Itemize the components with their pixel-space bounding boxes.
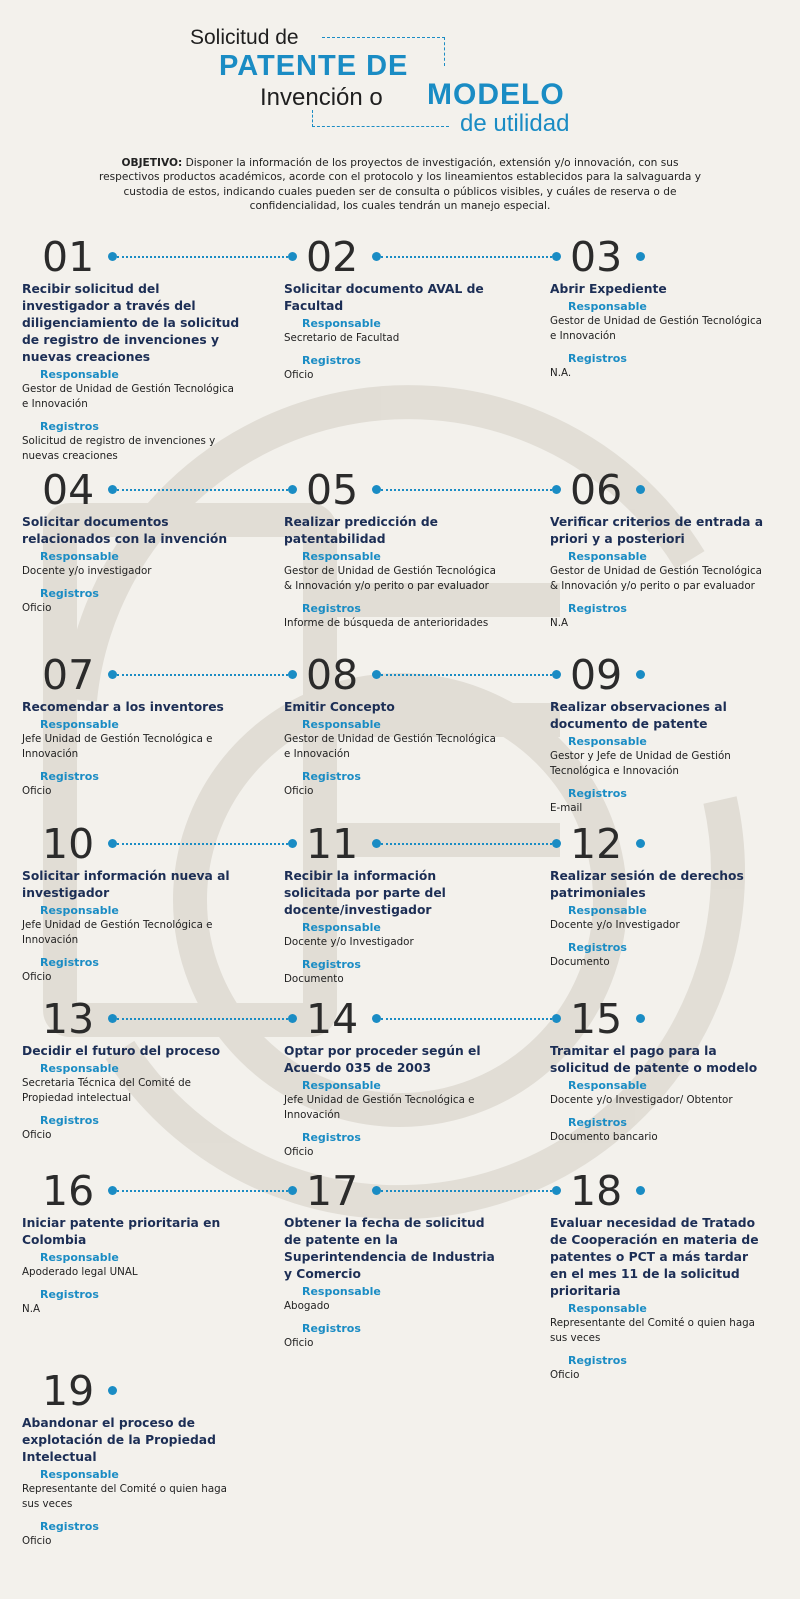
responsable-label: Responsable <box>302 921 381 934</box>
step-row <box>0 233 800 462</box>
spacer <box>550 594 765 600</box>
connector-dot <box>372 485 381 494</box>
registros-label: Registros <box>40 587 99 600</box>
connector-dot <box>636 839 645 848</box>
responsable-value: Gestor y Jefe de Unidad de Gestión Tecnológica e Innovación <box>550 750 731 777</box>
step-06 <box>550 514 765 631</box>
step-number: 13 <box>42 995 95 1043</box>
registros-label: Registros <box>40 1114 99 1127</box>
step-title: Recomendar a los inventores <box>22 700 224 714</box>
spacer <box>550 344 765 350</box>
step-04 <box>22 514 242 616</box>
step-number: 11 <box>306 820 359 868</box>
step-18 <box>550 1215 765 1383</box>
step-number: 04 <box>42 466 95 514</box>
connector-line <box>117 489 288 491</box>
step-row <box>0 651 800 841</box>
connector-dot <box>108 485 117 494</box>
step-title: Realizar observaciones al documento de patente <box>550 700 727 731</box>
registros-value: E-mail <box>550 802 583 814</box>
responsable-value: Gestor de Unidad de Gestión Tecnológica e Innovación <box>550 315 762 342</box>
responsable-value: Secretaria Técnica del Comité de Propiedad intelectual <box>22 1077 191 1104</box>
step-title: Verificar criterios de entrada a priori y a posteriori <box>550 515 764 546</box>
step-row <box>0 1367 800 1557</box>
connector-dot <box>552 1014 561 1023</box>
connector-dot <box>108 839 117 848</box>
connector-dot <box>372 252 381 261</box>
connector-line <box>381 256 552 258</box>
responsable-value: Docente y/o investigador <box>22 565 152 577</box>
responsable-label: Responsable <box>40 1468 119 1481</box>
step-title: Optar por proceder según el Acuerdo 035 de 2003 <box>284 1044 481 1075</box>
connector-dot <box>552 839 561 848</box>
connector-line <box>117 1190 288 1192</box>
spacer <box>284 346 504 352</box>
spacer <box>550 1346 765 1352</box>
step-03 <box>550 281 765 381</box>
responsable-label: Responsable <box>40 1251 119 1264</box>
connector-dot <box>288 670 297 679</box>
registros-value: Documento bancario <box>550 1131 658 1143</box>
connector-line <box>381 1018 552 1020</box>
registros-label: Registros <box>40 1288 99 1301</box>
connector-dot <box>552 485 561 494</box>
spacer <box>284 950 504 956</box>
connector-dot <box>552 1186 561 1195</box>
step-number: 12 <box>570 820 623 868</box>
spacer <box>550 933 765 939</box>
responsable-value: Representante del Comité o quien haga sus veces <box>22 1483 227 1510</box>
step-19 <box>22 1415 242 1549</box>
connector-line <box>117 843 288 845</box>
header <box>0 0 800 150</box>
registros-value: Solicitud de registro de invenciones y nuevas creaciones <box>22 435 216 462</box>
registros-value: Documento <box>284 973 344 985</box>
connector-line <box>117 674 288 676</box>
step-title: Abrir Expediente <box>550 282 667 296</box>
registros-value: Oficio <box>22 602 52 614</box>
title-line-solicitud: Solicitud de <box>190 26 299 49</box>
connector-dot <box>552 252 561 261</box>
step-title: Solicitar documentos relacionados con la invención <box>22 515 228 546</box>
registros-value: Oficio <box>22 1535 52 1547</box>
step-number: 02 <box>306 233 359 281</box>
connector-dot <box>108 1186 117 1195</box>
registros-label: Registros <box>40 420 99 433</box>
responsable-value: Gestor de Unidad de Gestión Tecnológica e Innovación <box>284 733 496 760</box>
connector-dot <box>108 252 117 261</box>
step-16 <box>22 1215 242 1317</box>
step-09 <box>550 699 765 816</box>
responsable-value: Jefe Unidad de Gestión Tecnológica e Innovación <box>284 1094 475 1121</box>
title-dashed-frame-bottom <box>312 110 449 127</box>
responsable-label: Responsable <box>40 368 119 381</box>
registros-value: Oficio <box>284 369 314 381</box>
connector-dot <box>552 670 561 679</box>
step-title: Iniciar patente prioritaria en Colombia <box>22 1216 221 1247</box>
step-row <box>0 466 800 656</box>
responsable-value: Gestor de Unidad de Gestión Tecnológica & Innovación y/o perito o par evaluador <box>284 565 496 592</box>
responsable-label: Responsable <box>40 904 119 917</box>
connector-dot <box>288 1186 297 1195</box>
step-title: Solicitar información nueva al investigador <box>22 869 230 900</box>
registros-value: Oficio <box>284 1337 314 1349</box>
step-number: 18 <box>570 1167 623 1215</box>
responsable-label: Responsable <box>302 718 381 731</box>
registros-value: N.A <box>550 617 569 629</box>
step-15 <box>550 1043 765 1145</box>
responsable-label: Responsable <box>568 550 647 563</box>
connector-line <box>381 843 552 845</box>
spacer <box>550 779 765 785</box>
title-dashed-frame-top <box>322 37 445 66</box>
step-title: Tramitar el pago para la solicitud de patente o modelo <box>550 1044 758 1075</box>
connector-dot <box>288 485 297 494</box>
registros-value: Oficio <box>22 1129 52 1141</box>
spacer <box>284 1123 504 1129</box>
connector-dot <box>288 1014 297 1023</box>
connector-dot <box>288 839 297 848</box>
title-line-invencion: Invención o <box>260 84 383 111</box>
step-title: Recibir la información solicitada por parte del docente/investigador <box>284 869 446 917</box>
responsable-value: Gestor de Unidad de Gestión Tecnológica e Innovación <box>22 383 234 410</box>
step-number: 07 <box>42 651 95 699</box>
step-title: Realizar predicción de patentabilidad <box>284 515 438 546</box>
registros-value: Oficio <box>284 785 314 797</box>
spacer <box>284 594 504 600</box>
responsable-label: Responsable <box>568 1302 647 1315</box>
responsable-value: Jefe Unidad de Gestión Tecnológica e Innovación <box>22 733 213 760</box>
registros-label: Registros <box>302 958 361 971</box>
step-12 <box>550 868 765 970</box>
registros-value: Oficio <box>22 971 52 983</box>
step-title: Obtener la fecha de solicitud de patente en la Superintendencia de Industria y Comercio <box>284 1216 495 1281</box>
registros-label: Registros <box>40 770 99 783</box>
responsable-value: Apoderado legal UNAL <box>22 1266 138 1278</box>
step-number: 14 <box>306 995 359 1043</box>
objective-text: Disponer la información de los proyectos de investigación, extensión y/o innovación, con sus respectivos productos académicos, acorde con el protocolo y los lineamientos establecidos para la salvaguarda y custodia de estos, indicando cuales pueden ser de consulta o públicos visibles, y cuáles de reserva o de confidencialidad, los cuales tendrán un manejo especial. <box>98 157 701 213</box>
spacer <box>22 579 242 585</box>
registros-label: Registros <box>302 770 361 783</box>
responsable-value: Docente y/o Investigador <box>550 919 680 931</box>
step-01 <box>22 281 242 464</box>
registros-label: Registros <box>568 1116 627 1129</box>
spacer <box>284 762 504 768</box>
connector-dot <box>636 670 645 679</box>
registros-label: Registros <box>302 1131 361 1144</box>
responsable-label: Responsable <box>40 718 119 731</box>
responsable-label: Responsable <box>302 317 381 330</box>
registros-value: Oficio <box>284 1146 314 1158</box>
responsable-value: Docente y/o Investigador <box>284 936 414 948</box>
registros-label: Registros <box>40 1520 99 1533</box>
connector-line <box>117 1018 288 1020</box>
registros-label: Registros <box>568 602 627 615</box>
step-title: Solicitar documento AVAL de Facultad <box>284 282 484 313</box>
connector-dot <box>108 670 117 679</box>
connector-dot <box>372 839 381 848</box>
step-number: 10 <box>42 820 95 868</box>
responsable-label: Responsable <box>40 550 119 563</box>
responsable-value: Docente y/o Investigador/ Obtentor <box>550 1094 733 1106</box>
objective-label: OBJETIVO: <box>121 157 183 169</box>
title-line-patente: PATENTE DE <box>219 50 409 82</box>
responsable-label: Responsable <box>302 550 381 563</box>
step-number: 06 <box>570 466 623 514</box>
registros-label: Registros <box>302 1322 361 1335</box>
step-14 <box>284 1043 504 1160</box>
responsable-label: Responsable <box>568 300 647 313</box>
connector-dot <box>108 1014 117 1023</box>
step-title: Realizar sesión de derechos patrimoniales <box>550 869 744 900</box>
step-row <box>0 1167 800 1381</box>
connector-dot <box>636 252 645 261</box>
registros-label: Registros <box>302 354 361 367</box>
responsable-label: Responsable <box>568 1079 647 1092</box>
spacer <box>284 1314 504 1320</box>
registros-value: Informe de búsqueda de anterioridades <box>284 617 489 629</box>
step-title: Recibir solicitud del investigador a través del diligenciamiento de la solicitud de registro de invenciones y nuevas creaciones <box>22 282 240 364</box>
responsable-label: Responsable <box>40 1062 119 1075</box>
step-number: 05 <box>306 466 359 514</box>
registros-value: Documento <box>550 956 610 968</box>
step-title: Evaluar necesidad de Tratado de Cooperación en materia de patentes o PCT a más tardar en el mes 11 de la solicitud prioritaria <box>550 1216 759 1298</box>
step-title: Decidir el futuro del proceso <box>22 1044 221 1058</box>
title-line-utilidad: de utilidad <box>460 110 570 137</box>
connector-line <box>381 1190 552 1192</box>
registros-label: Registros <box>302 602 361 615</box>
registros-label: Registros <box>40 956 99 969</box>
spacer <box>22 1280 242 1286</box>
connector-dot <box>372 1186 381 1195</box>
step-title: Emitir Concepto <box>284 700 395 714</box>
responsable-label: Responsable <box>568 735 647 748</box>
step-05 <box>284 514 504 631</box>
step-number: 19 <box>42 1367 95 1415</box>
registros-label: Registros <box>568 352 627 365</box>
connector-dot <box>372 670 381 679</box>
step-number: 17 <box>306 1167 359 1215</box>
step-number: 15 <box>570 995 623 1043</box>
title-line-modelo: MODELO <box>427 78 565 111</box>
spacer <box>22 412 242 418</box>
step-02 <box>284 281 504 383</box>
responsable-value: Abogado <box>284 1300 330 1312</box>
spacer <box>22 948 242 954</box>
step-13 <box>22 1043 242 1143</box>
step-10 <box>22 868 242 985</box>
responsable-label: Responsable <box>302 1285 381 1298</box>
connector-dot <box>636 485 645 494</box>
connector-dot <box>108 1386 117 1395</box>
connector-dot <box>636 1186 645 1195</box>
step-row <box>0 995 800 1185</box>
registros-value: Oficio <box>22 785 52 797</box>
responsable-value: Jefe Unidad de Gestión Tecnológica e Innovación <box>22 919 213 946</box>
objective-paragraph <box>95 156 705 214</box>
spacer <box>22 1512 242 1518</box>
connector-line <box>381 489 552 491</box>
responsable-label: Responsable <box>302 1079 381 1092</box>
spacer <box>22 762 242 768</box>
step-number: 08 <box>306 651 359 699</box>
connector-line <box>381 674 552 676</box>
step-title: Abandonar el proceso de explotación de la Propiedad Intelectual <box>22 1416 216 1464</box>
step-17 <box>284 1215 504 1351</box>
connector-dot <box>372 1014 381 1023</box>
registros-label: Registros <box>568 1354 627 1367</box>
connector-dot <box>288 252 297 261</box>
step-number: 01 <box>42 233 95 281</box>
step-number: 16 <box>42 1167 95 1215</box>
step-number: 03 <box>570 233 623 281</box>
responsable-value: Representante del Comité o quien haga sus veces <box>550 1317 755 1344</box>
step-row <box>0 820 800 1010</box>
responsable-value: Gestor de Unidad de Gestión Tecnológica & Innovación y/o perito o par evaluador <box>550 565 762 592</box>
spacer <box>22 1106 242 1112</box>
responsable-value: Secretario de Facultad <box>284 332 400 344</box>
responsable-label: Responsable <box>568 904 647 917</box>
step-number: 09 <box>570 651 623 699</box>
registros-label: Registros <box>568 787 627 800</box>
step-07 <box>22 699 242 799</box>
registros-label: Registros <box>568 941 627 954</box>
registros-value: N.A <box>22 1303 41 1315</box>
registros-value: Oficio <box>550 1369 580 1381</box>
connector-line <box>117 256 288 258</box>
spacer <box>550 1108 765 1114</box>
step-08 <box>284 699 504 799</box>
registros-value: N.A. <box>550 367 572 379</box>
step-11 <box>284 868 504 987</box>
connector-dot <box>636 1014 645 1023</box>
